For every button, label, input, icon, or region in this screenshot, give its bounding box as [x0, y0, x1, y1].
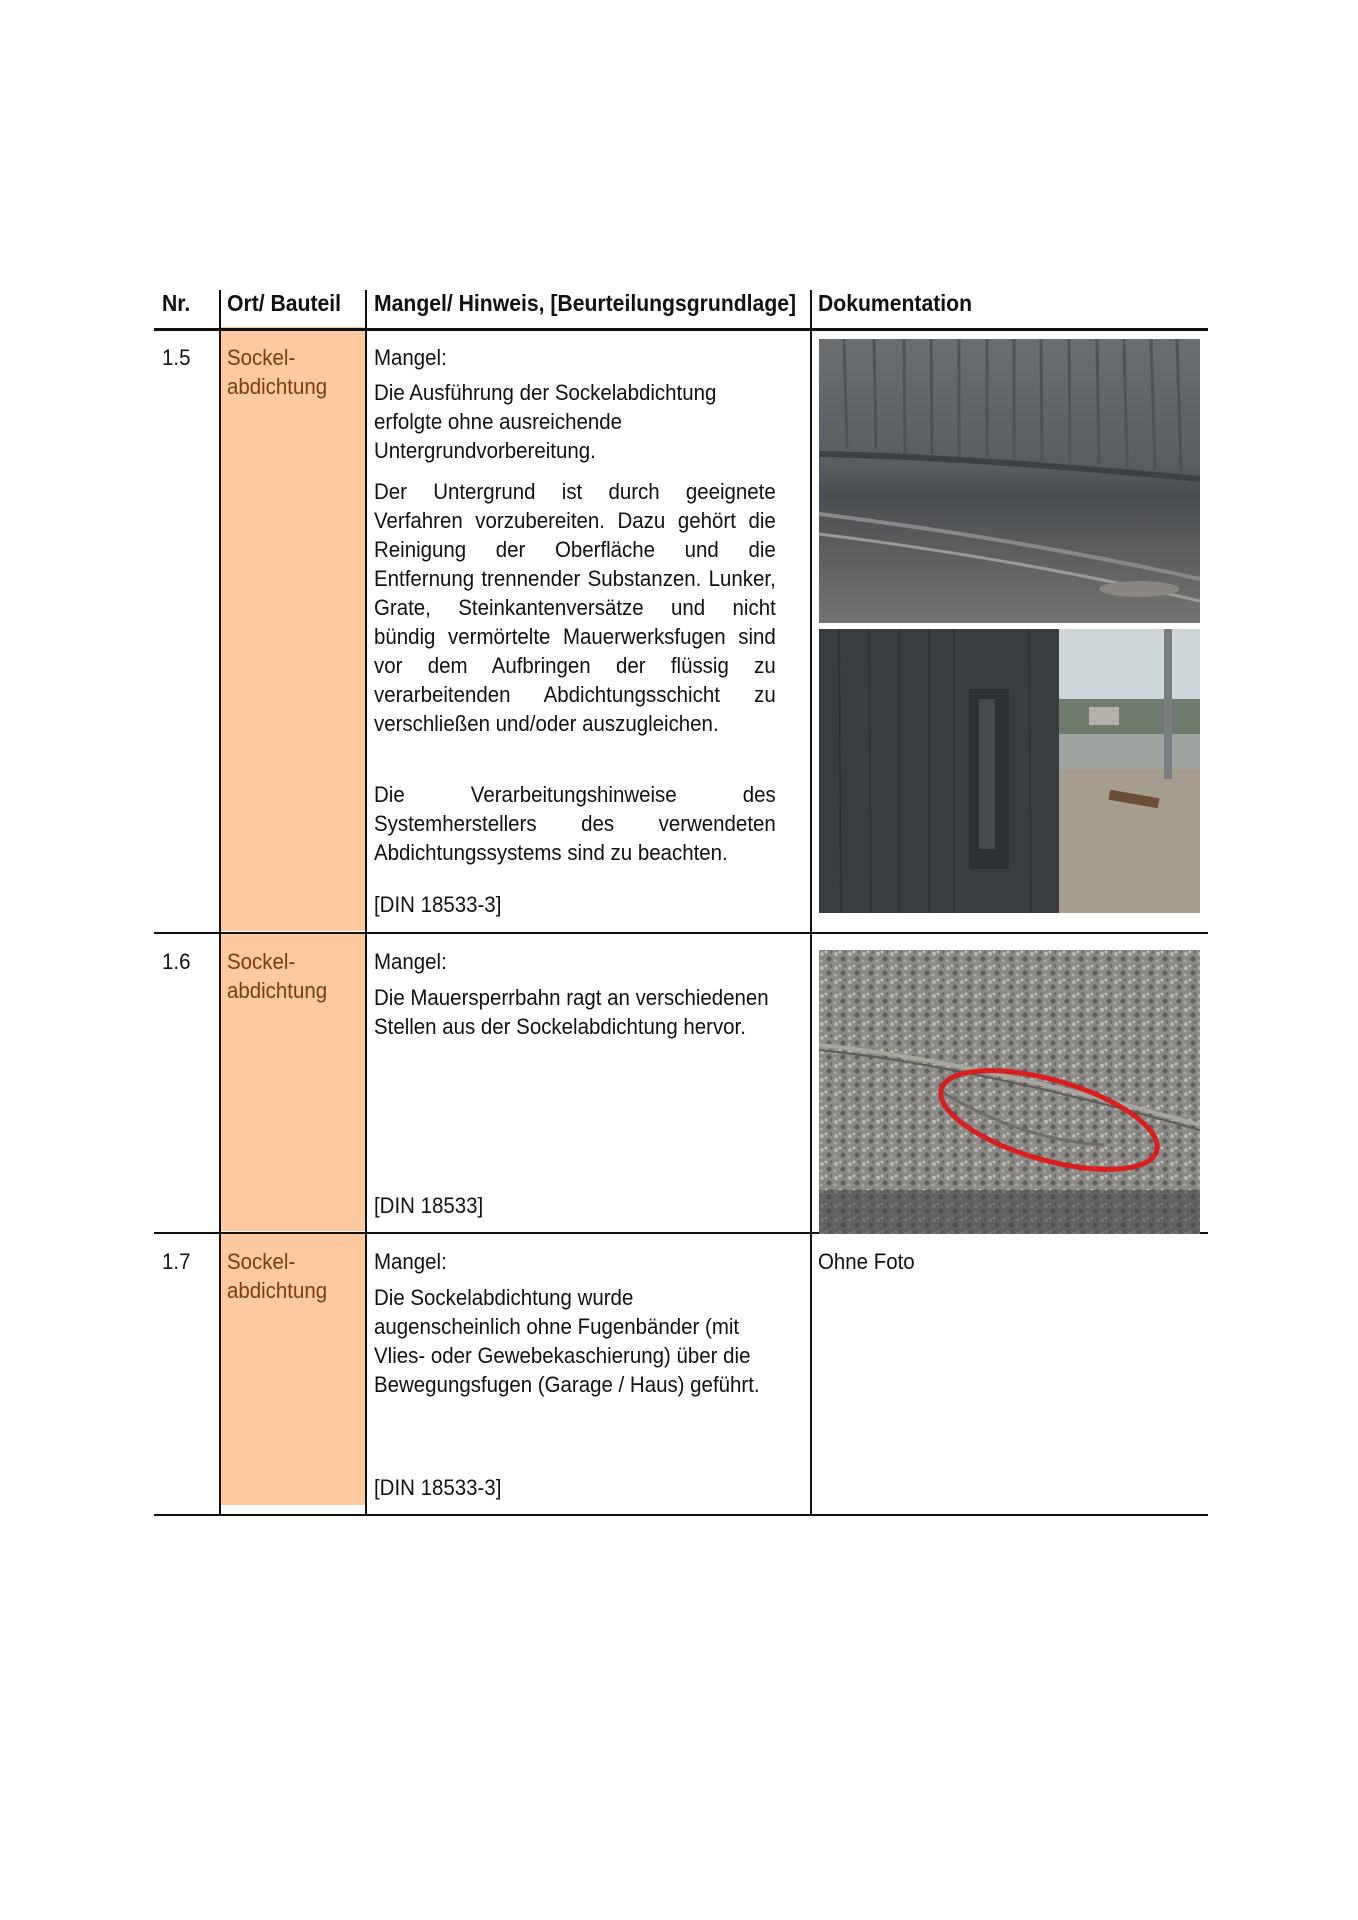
row-3-mangel-text: Die Sockelabdichtung wurde augenscheinlich ohne Fugenbänder (mit Vlies- oder Gewebekaschierung) über die Bewegungsfugen (Garage / Haus) geführt. — [374, 1285, 760, 1397]
row-2-norm: [DIN 18533] — [374, 1193, 484, 1218]
row-2-ort-line2: abdichtung — [227, 978, 328, 1003]
photo-1-5-b — [819, 629, 1200, 913]
row-3-mangel-label: Mangel: — [374, 1249, 447, 1274]
row-2-mangel-label: Mangel: — [374, 949, 447, 974]
table-bottom-line — [154, 1514, 1208, 1516]
row-3-ort-line1: Sockel- — [227, 1249, 296, 1274]
row-3-norm: [DIN 18533-3] — [374, 1475, 502, 1500]
row-1-nr: 1.5 — [162, 345, 191, 370]
row-2-mangel-text: Die Mauersperrbahn ragt an verschiedenen Stellen aus der Sockelabdichtung hervor. — [374, 985, 769, 1039]
row-3-doku-text: Ohne Foto — [818, 1249, 915, 1274]
header-mangel: Mangel/ Hinweis, [Beurteilungsgrundlage] — [374, 290, 797, 316]
row-1-mangel-text: Die Ausführung der Sockelabdichtung erfolgte ohne ausreichende Untergrundvorbereitung. — [374, 380, 717, 463]
row-1-ort-line1: Sockel- — [227, 345, 296, 370]
row-1-hinweis-1: Der Untergrund ist durch geeignete Verfahren vorzubereiten. Dazu gehört die Reinigung der Oberfläche und die Entfernung trennender Substanzen. Lunker, Grate, Steinkantenversätze und nicht bündig vermörtelte Mauerwerksfugen sind vor dem Aufbringen der flüssig zu verarbeitenden Abdichtungsschicht zu verschließen und/oder auszugleichen. — [374, 479, 776, 736]
header-divider — [154, 328, 1208, 331]
row-1-hinweis-2: Die Verarbeitungshinweise des Systemherstellers des verwendeten Abdichtungssystems sind zu beachten. — [374, 782, 776, 865]
row-1-norm: [DIN 18533-3] — [374, 892, 502, 917]
photo-1-6 — [819, 950, 1200, 1234]
col-divider-2 — [365, 290, 367, 1516]
header-ort: Ort/ Bauteil — [227, 290, 342, 316]
row-divider-1 — [154, 932, 1208, 934]
photo-1-5-a — [819, 339, 1200, 623]
row-1-mangel-label: Mangel: — [374, 345, 447, 370]
col-divider-1 — [219, 290, 221, 1516]
row-2-ort-line1: Sockel- — [227, 949, 296, 974]
row-3-nr: 1.7 — [162, 1249, 191, 1274]
header-nr: Nr. — [162, 290, 191, 316]
header-doku: Dokumentation — [818, 290, 972, 316]
col-divider-3 — [810, 290, 812, 1516]
row-1-ort-line2: abdichtung — [227, 374, 328, 399]
row-2-nr: 1.6 — [162, 949, 191, 974]
row-3-ort-line2: abdichtung — [227, 1278, 328, 1303]
ort-fill-row-1 — [220, 327, 365, 931]
